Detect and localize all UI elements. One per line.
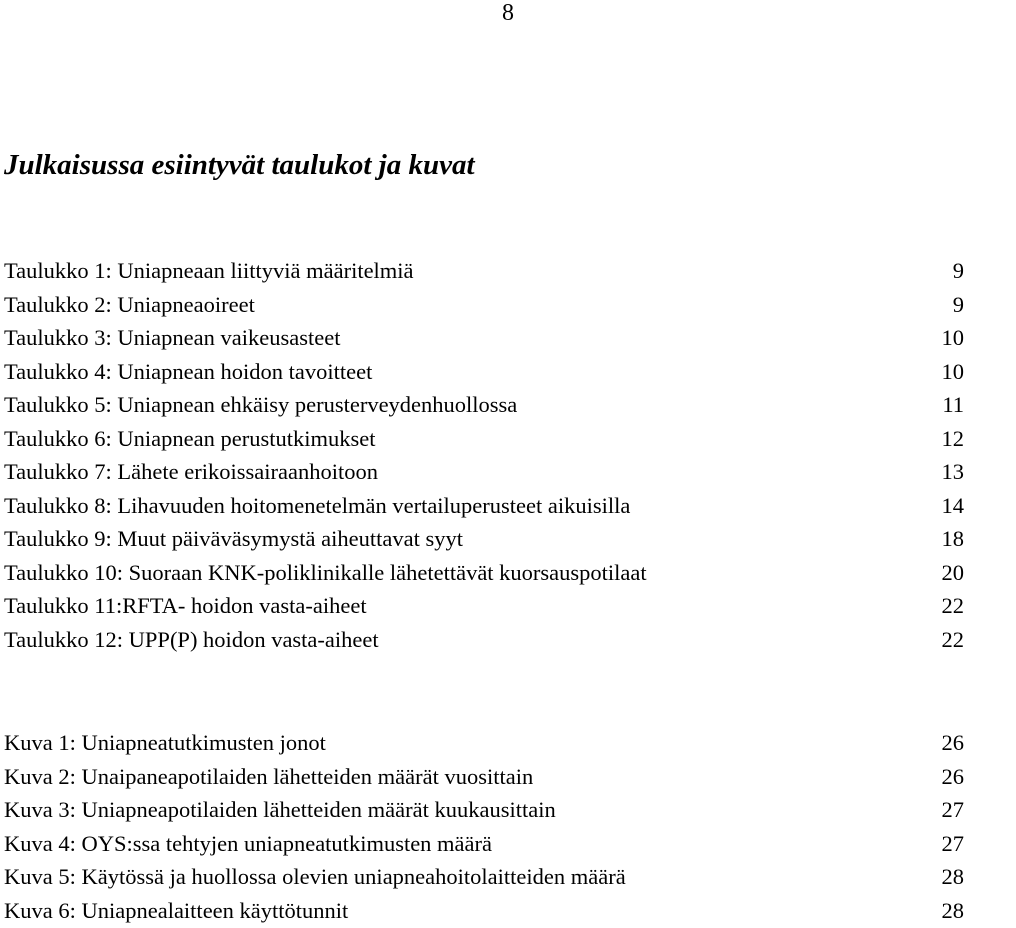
toc-entry-figure-6 — [4, 894, 964, 928]
toc-entry-table-9 — [4, 522, 964, 556]
toc-entry-table-11 — [4, 589, 964, 623]
toc-page-number: 9 — [952, 291, 964, 317]
toc-label: Taulukko 1: Uniapneaan liittyviä määritelmiä — [4, 258, 414, 283]
toc-entry-table-7 — [4, 455, 964, 489]
toc-label: Taulukko 7: Lähete erikoissairaanhoitoon — [4, 459, 378, 484]
toc-entry-figure-5 — [4, 860, 964, 894]
toc-page-number: 9 — [952, 258, 964, 283]
toc-label: Kuva 5: Käytössä ja huollossa olevien uniapneahoitolaitteiden määrä — [4, 864, 626, 889]
toc-entry-figure-1 — [4, 726, 964, 760]
toc-label: Kuva 2: Unaipaneapotilaiden lähetteiden määrät vuosittain — [4, 763, 534, 789]
toc-label: Taulukko 9: Muut päiväväsymystä aiheuttavat syyt — [4, 526, 463, 551]
toc-label: Kuva 3: Uniapneapotilaiden lähetteiden määrät kuukausittain — [4, 797, 556, 822]
toc-label: Kuva 6: Uniapnealaitteen käyttötunnit — [4, 897, 349, 923]
toc-label: Taulukko 12: UPP(P) hoidon vasta-aiheet — [4, 626, 379, 652]
toc-entry-table-12 — [4, 623, 964, 657]
toc-page-number: 27 — [941, 830, 964, 856]
toc-label: Taulukko 4: Uniapnean hoidon tavoitteet — [4, 358, 373, 384]
toc-entry-table-4 — [4, 355, 964, 389]
toc-page-number: 12 — [941, 425, 964, 451]
toc-page-number: 18 — [941, 526, 964, 551]
toc-entry-table-8 — [4, 489, 964, 523]
toc-page-number: 20 — [941, 559, 964, 585]
toc-label: Kuva 1: Uniapneatutkimusten jonot — [4, 730, 326, 755]
toc-label: Taulukko 11:RFTA- hoidon vasta-aiheet — [4, 593, 367, 618]
toc-page-number: 11 — [942, 392, 964, 417]
toc-page-number: 22 — [941, 626, 964, 652]
toc-entry-table-6 — [4, 422, 964, 456]
toc-label: Taulukko 3: Uniapnean vaikeusasteet — [4, 325, 341, 350]
toc-label: Taulukko 10: Suoraan KNK-poliklinikalle lähetettävät kuorsauspotilaat — [4, 559, 647, 585]
toc-label: Taulukko 6: Uniapnean perustutkimukset — [4, 425, 376, 451]
toc-page-number: 26 — [941, 730, 964, 755]
figure-list — [4, 726, 964, 927]
toc-entry-table-3 — [4, 321, 964, 355]
toc-label: Taulukko 2: Uniapneaoireet — [4, 291, 255, 317]
toc-page-number: 26 — [941, 763, 964, 789]
toc-label: Taulukko 5: Uniapnean ehkäisy perusterveydenhuollossa — [4, 392, 518, 417]
toc-label: Kuva 4: OYS:ssa tehtyjen uniapneatutkimusten määrä — [4, 830, 493, 856]
toc-entry-table-10 — [4, 556, 964, 590]
toc-page-number: 14 — [941, 492, 964, 518]
toc-label: Taulukko 8: Lihavuuden hoitomenetelmän vertailuperusteet aikuisilla — [4, 492, 631, 518]
toc-entry-table-1 — [4, 254, 964, 288]
toc-entry-table-2 — [4, 288, 964, 322]
toc-entry-figure-2 — [4, 760, 964, 794]
table-list — [4, 254, 964, 656]
toc-page-number: 28 — [941, 864, 964, 889]
toc-entry-figure-4 — [4, 827, 964, 861]
toc-entry-figure-3 — [4, 793, 964, 827]
toc-page-number: 22 — [941, 593, 964, 618]
toc-page-number: 27 — [941, 797, 964, 822]
toc-page-number: 28 — [941, 897, 964, 923]
toc-page-number: 10 — [941, 358, 964, 384]
page-title: Julkaisussa esiintyvät taulukot ja kuvat — [4, 149, 475, 181]
page-number: 8 — [502, 0, 514, 26]
toc-page-number: 10 — [941, 325, 964, 350]
toc-page-number: 13 — [941, 459, 964, 484]
toc-entry-table-5 — [4, 388, 964, 422]
